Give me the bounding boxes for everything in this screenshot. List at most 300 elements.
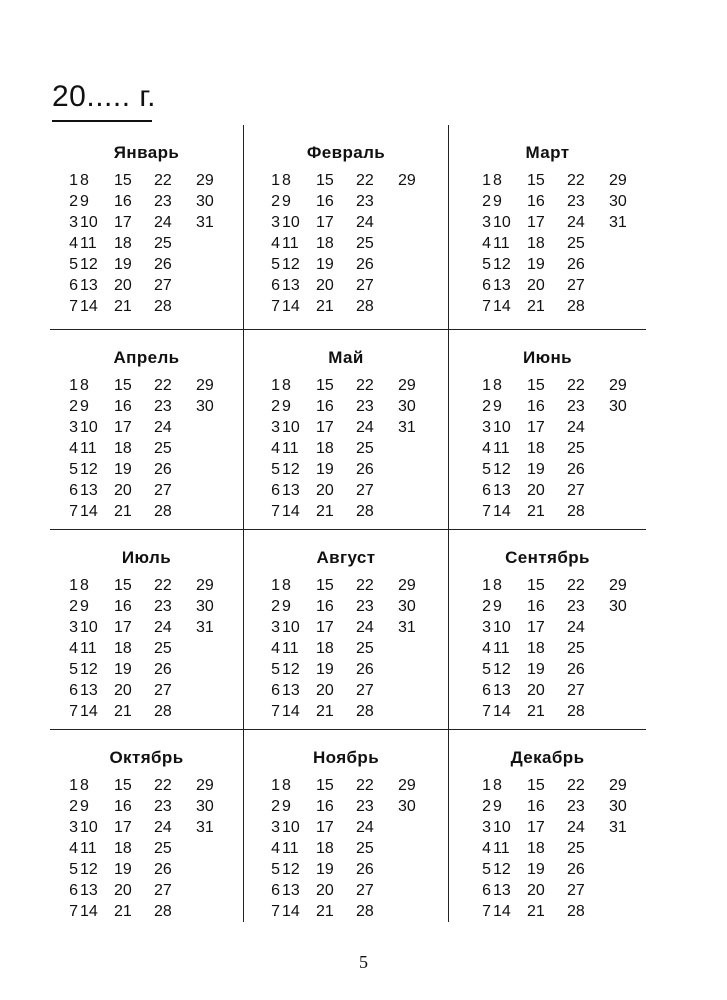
day-number: 16 [527, 193, 545, 210]
day-number: 6 [482, 482, 491, 499]
day-number: 11 [80, 235, 97, 252]
day-number: 23 [356, 398, 374, 415]
day-number: 19 [114, 661, 132, 678]
day-number: 8 [282, 577, 291, 594]
day-number: 4 [482, 640, 491, 657]
day-number: 6 [69, 482, 78, 499]
day-number: 23 [154, 398, 172, 415]
month-block [244, 330, 449, 530]
month-name: Апрель [113, 348, 180, 367]
day-number: 1 [69, 172, 78, 189]
day-number: 26 [154, 661, 172, 678]
day-number: 1 [271, 377, 280, 394]
day-number: 24 [567, 419, 585, 436]
day-number: 9 [80, 193, 89, 210]
day-number: 22 [356, 377, 374, 394]
day-number: 16 [114, 398, 132, 415]
day-number: 3 [271, 214, 280, 231]
day-number: 13 [493, 682, 511, 699]
day-number: 3 [271, 819, 280, 836]
day-number: 12 [493, 861, 511, 878]
day-number: 12 [282, 661, 300, 678]
day-number: 26 [356, 661, 374, 678]
day-number: 1 [271, 577, 280, 594]
day-number: 13 [493, 277, 511, 294]
day-number: 9 [282, 598, 291, 615]
day-number: 20 [114, 882, 132, 899]
day-number: 7 [482, 298, 491, 315]
day-number: 5 [69, 861, 78, 878]
day-number: 30 [609, 798, 627, 815]
day-number: 8 [493, 377, 502, 394]
day-number: 15 [114, 777, 132, 794]
day-number: 6 [482, 682, 491, 699]
day-number: 23 [356, 798, 374, 815]
day-number: 15 [114, 577, 132, 594]
day-number: 14 [282, 298, 300, 315]
day-number: 21 [316, 503, 334, 520]
day-number: 21 [316, 703, 334, 720]
day-number: 9 [493, 798, 502, 815]
day-number: 17 [114, 619, 132, 636]
day-number: 4 [482, 235, 491, 252]
day-number: 15 [527, 172, 545, 189]
month-block [50, 730, 244, 922]
day-number: 3 [482, 819, 491, 836]
day-number: 2 [482, 598, 491, 615]
day-number: 27 [356, 277, 374, 294]
day-number: 14 [282, 703, 300, 720]
day-number: 4 [69, 640, 78, 657]
day-number: 9 [80, 398, 89, 415]
day-number: 7 [69, 298, 78, 315]
month-block [449, 125, 646, 330]
day-number: 2 [482, 193, 491, 210]
day-number: 7 [482, 503, 491, 520]
day-number: 17 [527, 419, 545, 436]
day-number: 12 [80, 461, 98, 478]
day-number: 19 [527, 256, 545, 273]
day-number: 13 [282, 882, 300, 899]
day-number: 31 [398, 419, 416, 436]
day-number: 6 [482, 277, 491, 294]
day-number: 22 [567, 377, 585, 394]
day-number: 2 [271, 398, 280, 415]
month-name: Август [316, 548, 376, 567]
day-number: 24 [567, 214, 585, 231]
day-number: 2 [69, 193, 78, 210]
day-number: 23 [154, 598, 172, 615]
day-number: 22 [154, 377, 172, 394]
day-number: 10 [282, 819, 300, 836]
day-number: 11 [493, 235, 510, 252]
day-number: 16 [527, 598, 545, 615]
day-number: 21 [316, 298, 334, 315]
day-number: 25 [356, 840, 374, 857]
day-number: 27 [356, 682, 374, 699]
day-number: 21 [527, 503, 545, 520]
day-number: 6 [271, 482, 280, 499]
month-name: Декабрь [510, 748, 585, 767]
day-number: 30 [398, 598, 416, 615]
day-number: 30 [398, 398, 416, 415]
day-number: 5 [69, 661, 78, 678]
day-number: 4 [482, 840, 491, 857]
day-number: 8 [80, 377, 89, 394]
day-number: 28 [154, 903, 172, 920]
day-number: 23 [356, 193, 374, 210]
day-number: 21 [527, 903, 545, 920]
month-block [449, 530, 646, 730]
day-number: 3 [69, 419, 78, 436]
day-number: 22 [356, 172, 374, 189]
day-number: 24 [356, 819, 374, 836]
day-number: 31 [398, 619, 416, 636]
day-number: 14 [282, 903, 300, 920]
month-block [50, 530, 244, 730]
day-number: 2 [271, 193, 280, 210]
day-number: 1 [482, 172, 491, 189]
day-number: 16 [316, 598, 334, 615]
day-number: 30 [609, 193, 627, 210]
day-number: 23 [154, 193, 172, 210]
day-number: 21 [114, 703, 132, 720]
month-name: Сентябрь [505, 548, 590, 567]
day-number: 17 [316, 214, 334, 231]
day-number: 26 [567, 461, 585, 478]
day-number: 15 [316, 777, 334, 794]
day-number: 30 [609, 398, 627, 415]
year-title: 20..... г. [52, 80, 156, 113]
day-number: 24 [356, 214, 374, 231]
month-block [244, 530, 449, 730]
day-number: 3 [69, 619, 78, 636]
day-number: 13 [282, 682, 300, 699]
day-number: 24 [154, 619, 172, 636]
day-number: 13 [493, 482, 511, 499]
day-number: 10 [282, 619, 300, 636]
day-number: 20 [527, 882, 545, 899]
day-number: 11 [493, 840, 510, 857]
day-number: 1 [69, 777, 78, 794]
day-number: 15 [114, 377, 132, 394]
day-number: 14 [80, 703, 98, 720]
day-number: 1 [69, 377, 78, 394]
day-number: 9 [493, 193, 502, 210]
day-number: 27 [154, 882, 172, 899]
day-number: 28 [154, 703, 172, 720]
day-number: 15 [316, 172, 334, 189]
day-number: 5 [271, 861, 280, 878]
day-number: 21 [527, 703, 545, 720]
day-number: 20 [114, 277, 132, 294]
day-number: 14 [80, 503, 98, 520]
day-number: 7 [69, 903, 78, 920]
day-number: 19 [527, 461, 545, 478]
day-number: 19 [316, 861, 334, 878]
day-number: 21 [316, 903, 334, 920]
day-number: 6 [482, 882, 491, 899]
day-number: 20 [114, 482, 132, 499]
day-number: 15 [114, 172, 132, 189]
day-number: 2 [271, 798, 280, 815]
day-number: 8 [493, 777, 502, 794]
day-number: 5 [482, 861, 491, 878]
day-number: 30 [609, 598, 627, 615]
day-number: 26 [154, 256, 172, 273]
day-number: 24 [356, 619, 374, 636]
day-number: 11 [282, 840, 299, 857]
day-number: 2 [482, 398, 491, 415]
day-number: 23 [567, 598, 585, 615]
day-number: 16 [316, 798, 334, 815]
day-number: 25 [356, 235, 374, 252]
day-number: 18 [527, 640, 545, 657]
day-number: 12 [80, 256, 98, 273]
day-number: 28 [356, 703, 374, 720]
day-number: 7 [482, 903, 491, 920]
day-number: 15 [527, 377, 545, 394]
day-number: 15 [316, 377, 334, 394]
day-number: 24 [356, 419, 374, 436]
day-number: 26 [567, 661, 585, 678]
day-number: 1 [271, 172, 280, 189]
day-number: 10 [282, 419, 300, 436]
day-number: 22 [356, 777, 374, 794]
day-number: 13 [282, 277, 300, 294]
day-number: 22 [154, 777, 172, 794]
day-number: 27 [567, 682, 585, 699]
day-number: 29 [398, 777, 416, 794]
month-name: Июнь [522, 348, 573, 367]
day-number: 23 [567, 193, 585, 210]
day-number: 29 [609, 377, 627, 394]
day-number: 25 [154, 235, 172, 252]
day-number: 8 [493, 172, 502, 189]
day-number: 19 [114, 256, 132, 273]
day-number: 6 [271, 277, 280, 294]
day-number: 27 [154, 277, 172, 294]
day-number: 3 [482, 419, 491, 436]
day-number: 24 [567, 619, 585, 636]
day-number: 7 [69, 703, 78, 720]
day-number: 18 [316, 840, 334, 857]
day-number: 9 [80, 798, 89, 815]
day-number: 10 [80, 819, 98, 836]
day-number: 8 [80, 777, 89, 794]
day-number: 19 [114, 861, 132, 878]
day-number: 15 [316, 577, 334, 594]
day-number: 20 [114, 682, 132, 699]
day-number: 7 [482, 703, 491, 720]
day-number: 25 [356, 440, 374, 457]
day-number: 31 [196, 819, 214, 836]
day-number: 31 [609, 819, 627, 836]
day-number: 28 [356, 298, 374, 315]
day-number: 17 [316, 819, 334, 836]
day-number: 24 [154, 819, 172, 836]
day-number: 4 [271, 440, 280, 457]
day-number: 13 [80, 277, 98, 294]
day-number: 19 [316, 461, 334, 478]
day-number: 18 [114, 235, 132, 252]
day-number: 28 [567, 298, 585, 315]
day-number: 28 [154, 503, 172, 520]
day-number: 28 [356, 903, 374, 920]
day-number: 24 [567, 819, 585, 836]
day-number: 14 [493, 903, 511, 920]
day-number: 14 [493, 703, 511, 720]
day-number: 2 [69, 798, 78, 815]
day-number: 17 [316, 619, 334, 636]
day-number: 4 [482, 440, 491, 457]
calendar-grid [50, 125, 646, 922]
day-number: 17 [527, 214, 545, 231]
day-number: 18 [316, 235, 334, 252]
day-number: 26 [356, 461, 374, 478]
day-number: 5 [271, 461, 280, 478]
day-number: 17 [527, 619, 545, 636]
day-number: 10 [80, 214, 98, 231]
month-name: Март [525, 143, 570, 162]
day-number: 22 [154, 172, 172, 189]
day-number: 6 [271, 882, 280, 899]
day-number: 26 [356, 861, 374, 878]
day-number: 3 [482, 214, 491, 231]
day-number: 4 [69, 440, 78, 457]
day-number: 21 [114, 503, 132, 520]
day-number: 9 [493, 598, 502, 615]
day-number: 8 [80, 577, 89, 594]
day-number: 2 [482, 798, 491, 815]
day-number: 12 [493, 661, 511, 678]
day-number: 14 [493, 503, 511, 520]
day-number: 4 [69, 235, 78, 252]
day-number: 9 [282, 798, 291, 815]
day-number: 8 [282, 377, 291, 394]
day-number: 18 [114, 840, 132, 857]
day-number: 21 [114, 903, 132, 920]
day-number: 22 [154, 577, 172, 594]
day-number: 29 [609, 172, 627, 189]
day-number: 1 [69, 577, 78, 594]
day-number: 11 [493, 440, 510, 457]
day-number: 13 [80, 682, 98, 699]
day-number: 19 [316, 256, 334, 273]
day-number: 8 [493, 577, 502, 594]
day-number: 18 [114, 640, 132, 657]
day-number: 28 [356, 503, 374, 520]
day-number: 16 [114, 193, 132, 210]
day-number: 7 [69, 503, 78, 520]
day-number: 16 [527, 798, 545, 815]
month-name: Январь [113, 143, 180, 162]
day-number: 20 [316, 277, 334, 294]
day-number: 9 [282, 398, 291, 415]
day-number: 10 [282, 214, 300, 231]
day-number: 10 [493, 819, 511, 836]
day-number: 30 [196, 598, 214, 615]
day-number: 27 [356, 882, 374, 899]
day-number: 29 [398, 377, 416, 394]
month-name: Ноябрь [312, 748, 380, 767]
day-number: 25 [356, 640, 374, 657]
day-number: 26 [154, 861, 172, 878]
day-number: 1 [482, 577, 491, 594]
day-number: 21 [527, 298, 545, 315]
day-number: 17 [316, 419, 334, 436]
day-number: 8 [282, 777, 291, 794]
day-number: 12 [282, 461, 300, 478]
month-block [449, 330, 646, 530]
day-number: 1 [271, 777, 280, 794]
month-name: Июль [121, 548, 172, 567]
month-block [449, 730, 646, 922]
day-number: 8 [282, 172, 291, 189]
day-number: 27 [567, 482, 585, 499]
day-number: 19 [527, 661, 545, 678]
day-number: 6 [69, 682, 78, 699]
day-number: 24 [154, 419, 172, 436]
day-number: 27 [567, 277, 585, 294]
day-number: 11 [282, 640, 299, 657]
day-number: 23 [567, 798, 585, 815]
day-number: 27 [154, 682, 172, 699]
day-number: 29 [196, 577, 214, 594]
day-number: 28 [567, 903, 585, 920]
day-number: 7 [271, 298, 280, 315]
month-name: Октябрь [109, 748, 184, 767]
day-number: 26 [567, 256, 585, 273]
day-number: 31 [196, 214, 214, 231]
day-number: 29 [609, 777, 627, 794]
day-number: 18 [527, 235, 545, 252]
day-number: 18 [316, 440, 334, 457]
day-number: 24 [154, 214, 172, 231]
day-number: 25 [567, 235, 585, 252]
day-number: 22 [567, 172, 585, 189]
day-number: 3 [69, 214, 78, 231]
day-number: 16 [316, 398, 334, 415]
day-number: 3 [271, 619, 280, 636]
day-number: 13 [80, 482, 98, 499]
day-number: 9 [282, 193, 291, 210]
day-number: 12 [80, 861, 98, 878]
day-number: 11 [282, 440, 299, 457]
day-number: 7 [271, 503, 280, 520]
day-number: 14 [80, 298, 98, 315]
day-number: 22 [567, 777, 585, 794]
day-number: 16 [316, 193, 334, 210]
day-number: 14 [80, 903, 98, 920]
day-number: 9 [80, 598, 89, 615]
day-number: 22 [356, 577, 374, 594]
day-number: 18 [527, 840, 545, 857]
day-number: 3 [482, 619, 491, 636]
day-number: 21 [114, 298, 132, 315]
day-number: 28 [567, 703, 585, 720]
day-number: 23 [567, 398, 585, 415]
day-number: 5 [271, 661, 280, 678]
day-number: 16 [527, 398, 545, 415]
day-number: 18 [527, 440, 545, 457]
day-number: 2 [69, 398, 78, 415]
day-number: 14 [282, 503, 300, 520]
day-number: 16 [114, 798, 132, 815]
month-block [50, 330, 244, 530]
day-number: 14 [493, 298, 511, 315]
day-number: 5 [482, 461, 491, 478]
